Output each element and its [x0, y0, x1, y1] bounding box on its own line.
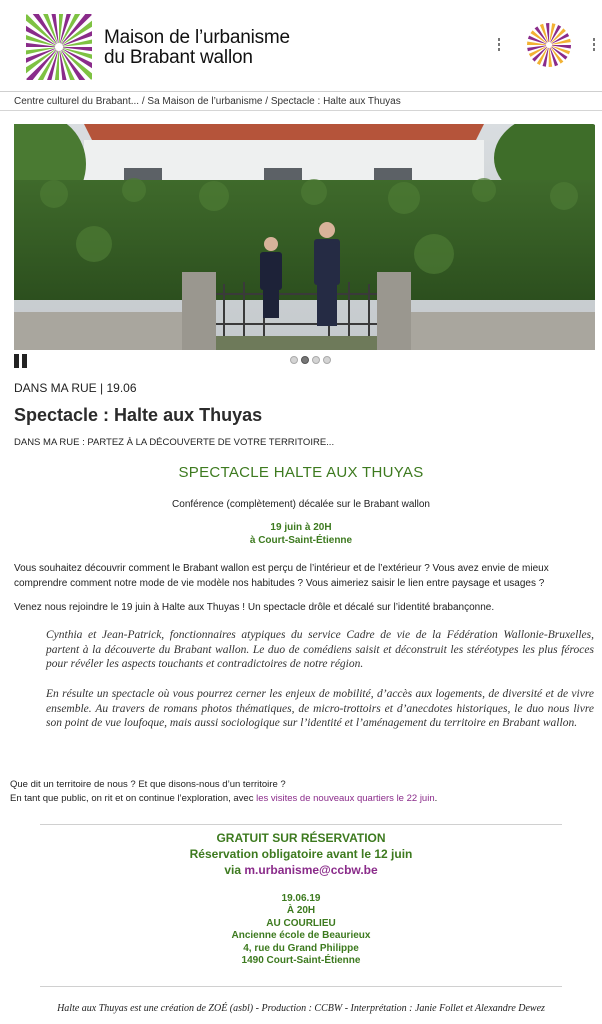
site-header — [0, 0, 602, 92]
article-subtitle: DANS MA RUE : PARTEZ À LA DÉCOUVERTE DE VOTRE TERRITOIRE... — [14, 437, 335, 448]
description-quote-1: Cynthia et Jean-Patrick, fonctionnaires atypiques du service Cadre de vie de la Fédération Wallonie-Bruxelles, partent à la découverte du Brabant wallon. Le duo de comédiens saisit et déconstruit les stéréotypes les plus féroces pour révéler les aspects touchants et contradictoires de notre région. — [46, 629, 594, 670]
place-line: à Court-Saint-Étienne — [249, 535, 353, 546]
reservation-deadline: Réservation obligatoire avant le 12 juin — [189, 847, 413, 861]
menu-dots-icon[interactable] — [497, 38, 501, 54]
slide-dot-1[interactable] — [290, 356, 298, 364]
page-title: Spectacle : Halte aux Thuyas — [14, 405, 263, 425]
visites-link[interactable]: les visites de nouveaux quartiers le 22 juin — [256, 793, 435, 804]
invite-paragraph: Venez nous rejoindre le 19 juin à Halte aux Thuyas ! Un spectacle drôle et décalé sur l’identité brabançonne. — [14, 602, 495, 613]
email-link[interactable]: m.urbanisme@ccbw.be — [244, 863, 378, 877]
breadcrumb-home[interactable]: Centre culturel du Brabant... — [14, 96, 140, 107]
reservation-contact: via m.urbanisme@ccbw.be — [224, 863, 378, 877]
hero-photo — [14, 124, 595, 350]
hero-slideshow[interactable] — [14, 124, 595, 350]
venue-time: À 20H — [286, 905, 316, 917]
site-logo-text[interactable] — [104, 28, 290, 68]
slide-dot-3[interactable] — [312, 356, 320, 364]
venue-name: AU COURLIEU — [266, 917, 336, 929]
breadcrumb-separator: / — [262, 96, 271, 107]
breadcrumb-current: Spectacle : Halte aux Thuyas — [270, 96, 401, 107]
venue-block — [0, 893, 602, 967]
outro-line-2: En tant que public, on rit et on continue l’exploration, avec les visites de nouveaux quartiers le 22 juin. — [10, 793, 438, 804]
venue-street: 4, rue du Grand Philippe — [243, 942, 359, 954]
slideshow-controls — [14, 350, 595, 370]
slide-dot-2[interactable] — [301, 356, 309, 364]
logo-line-2: du Brabant wallon — [104, 47, 253, 68]
free-reservation: GRATUIT SUR RÉSERVATION — [216, 831, 386, 845]
venue-city: 1490 Court-Saint-Étienne — [241, 955, 361, 967]
date-highlight — [0, 521, 602, 547]
outro-text — [10, 778, 590, 806]
more-dots-icon[interactable] — [592, 38, 596, 54]
breadcrumb — [0, 93, 602, 111]
slide-indicators — [290, 356, 334, 366]
breadcrumb-separator: / — [139, 96, 148, 107]
description-quote-2: En résulte un spectacle où vous pourrez cerner les enjeux de mobilité, d’accès aux logements, de diversité et de vivre ensemble. Au travers de romans photos thématiques, de micro-trottoirs et d’anecdotes historiques, le duo nous livre son point de vue loufoque, mais aussi sociologique sur l’identité et l’aménagement du territoire en Brabant wallon. — [46, 688, 594, 729]
reservation-block — [0, 830, 602, 878]
outro-line-1: Que dit un territoire de nous ? Et que disons-nous d’un territoire ? — [10, 779, 286, 790]
round-logo-icon[interactable] — [526, 22, 572, 68]
logo-line-1: Maison de l’urbanisme — [104, 27, 290, 48]
divider — [40, 824, 562, 825]
article-meta: DANS MA RUE | 19.06 — [14, 381, 137, 395]
venue-date: 19.06.19 — [281, 893, 321, 904]
divider — [40, 986, 562, 987]
credits-line: Halte aux Thuyas est une création de ZOÉ (asbl) - Production : CCBW - Interprétation : Janie Follet et Alexandre Dewez — [57, 1003, 545, 1014]
logo-sunburst-icon[interactable] — [26, 14, 92, 80]
venue-building: Ancienne école de Beaurieux — [231, 930, 371, 942]
breadcrumb-section[interactable]: Sa Maison de l’urbanisme — [147, 96, 263, 107]
slide-dot-4[interactable] — [323, 356, 331, 364]
date-line: 19 juin à 20H — [270, 522, 332, 533]
show-heading: SPECTACLE HALTE AUX THUYAS — [178, 464, 424, 481]
pause-icon[interactable] — [14, 354, 28, 368]
intro-paragraph: Vous souhaitez découvrir comment le Brabant wallon est perçu de l’intérieur et de l’extérieur ? Vous avez envie de mieux comprendre comment notre mode de vie modèle nos habitudes ? Vous aimeriez saisir le lien entre paysage et usages ? — [14, 563, 549, 589]
conference-tagline: Conférence (complètement) décalée sur le Brabant wallon — [172, 499, 430, 510]
